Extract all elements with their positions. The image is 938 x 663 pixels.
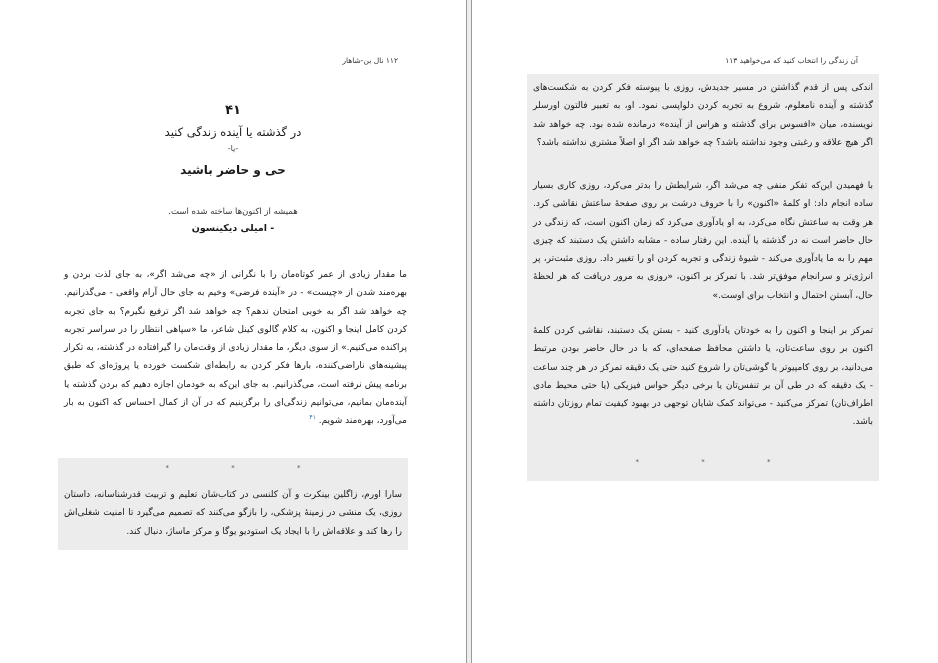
footnote-reference[interactable]: ۴۱	[309, 414, 316, 422]
story-paragraph-1: اندکی پس از قدم گذاشتن در مسیر جدیدش، روزی با پیوسته فکر کردن به شکست‌های گذشته و آینده نامعلوم، شروع به تجربه کردن دلواپسی نمود. او، به تعبیر فالتون اورسلر نویسنده، میان «افسوس برای گذشته و هراس از آینده» درمانده شده بود. چه خواهد شد اگر هیچ علاقه و رغبتی وجود نداشته باشد؟ چه خواهد شد اگر او اصلاً مشتری نداشته باشد؟	[533, 83, 873, 148]
section-divider-stars-right: * * *	[635, 458, 801, 466]
right-page-header: آن زندگی را انتخاب کنید که می‌خواهید ۱۱۳	[725, 56, 858, 65]
body-paragraph-text: ما مقدار زیادی از عمر کوتاه‌مان را با نگرانی از «چه می‌شد اگر»، به جای لذت بردن و بهره‌مند شدن از «چیست» - در «آینده فرضی» وخیم به جای حال آرام واقعی - می‌گذرانیم. چه خواهد شد اگر به خوبی امتحان ندهم؟ چه خواهد شد اگر ترفیع نگیرم؟ به جای تجربه کردن کامل اینجا و اکنون، به کلام گالوی کینل شاعر، ما «سپاهی انتظار را در سراسر تجربه پراکنده می‌کنیم.» از سوی دیگر، ما مقدار زیادی از وقت‌مان را گیرافتاده در گذشته، به تکرار پیشینه‌های ناراضی‌کننده، بارها فکر کردن به رابطه‌ای شکست خورده یا پروژه‌ای که طبق برنامه پیش نرفته است، می‌گذرانیم. به جای این‌که به خودمان اجازه دهیم که بردن گذشته یا آینده‌مان بمانیم، می‌توانیم زندگی‌ای را برگزینیم که در آن از کمال احساس که اکنون به بار می‌آورد، بهره‌مند شویم.	[64, 270, 407, 427]
story-box-continued	[527, 74, 879, 481]
epigraph-quote: همیشه از اکنون‌ها ساخته شده است.	[168, 207, 298, 217]
left-page	[0, 0, 466, 663]
epigraph-author: - امیلی دیکینسون	[191, 223, 275, 234]
left-page-header: ۱۱۲ نال بن-شاهار	[342, 56, 398, 65]
story-box	[58, 458, 408, 550]
story-box-paragraph: سارا اورم، زاگلین بینکرت و آن کلنسی در کتاب‌شان تعلیم و تربیت قدرشناسانه، داستان روزی، یک منشی در زمینهٔ پزشکی، را بازگو می‌کنند که تصمیم می‌گیرد تا امنیت شغلی‌اش را رها کند و علاقه‌اش را با ایجاد یک استودیو یوگا و مرکز ماساژ، دنبال کند.	[64, 490, 402, 537]
chapter-title-line1: در گذشته یا آینده زندگی کنید	[164, 125, 302, 139]
chapter-title-or: -یا-	[227, 144, 239, 153]
story-paragraph-2: با فهمیدن این‌که تفکر منفی چه می‌شد اگر، شرایطش را بدتر می‌کرد، روزی کاری بسیار ساده انجام داد: او کلمهٔ «اکنون» را با حروف درشت بر روی صفحهٔ ساعتش نقاشی کرد. هر وقت به ساعتش نگاه می‌کرد، به او یادآوری می‌کرد که زمان اکنون است، که زندگی در حال حاضر است نه در گذشته یا آینده. این رفتار ساده - مشابه داشتن یک دستبند که چیزی مهم را به ما یادآوری می‌کند - شیوهٔ زندگی و تجربه کردن او را تغییر داد. روزی مثبت‌تر، پر انرژی‌تر و سرانجام موفق‌تر شد. با تمرکز بر اکنون، «روزی به مرور دریافت که هر لحظهٔ حال، آبستن احتمال و انتخاب برای اوست.»	[533, 181, 873, 301]
story-paragraph-3: تمرکز بر اینجا و اکنون را به خودتان یادآوری کنید - بستن یک دستبند، نقاشی کردن کلمهٔ اکنون بر روی ساعت‌تان، یا داشتن محافظ صفحه‌ای، که با در حال حاضر بودن مرتبط می‌دانید، بر روی کامپیوتر یا گوشی‌تان را شروع کنید حتی یک دقیقه تمرکز در هر چند ساعت - یک دقیقه که در طی آن بر تنفس‌تان یا برخی دیگر حواس فیزیکی (یا حتی محیط مادی اطراف‌تان) تمرکز می‌کنید - می‌تواند کمک شایان توجهی در بهبود کیفیت تمام روزتان داشته باشد.	[533, 326, 873, 428]
body-paragraph	[64, 266, 407, 431]
chapter-number: ۴۱	[225, 103, 241, 118]
chapter-title-line2: حی و حاضر باشید	[180, 163, 286, 177]
section-divider-stars: * * *	[165, 464, 331, 472]
